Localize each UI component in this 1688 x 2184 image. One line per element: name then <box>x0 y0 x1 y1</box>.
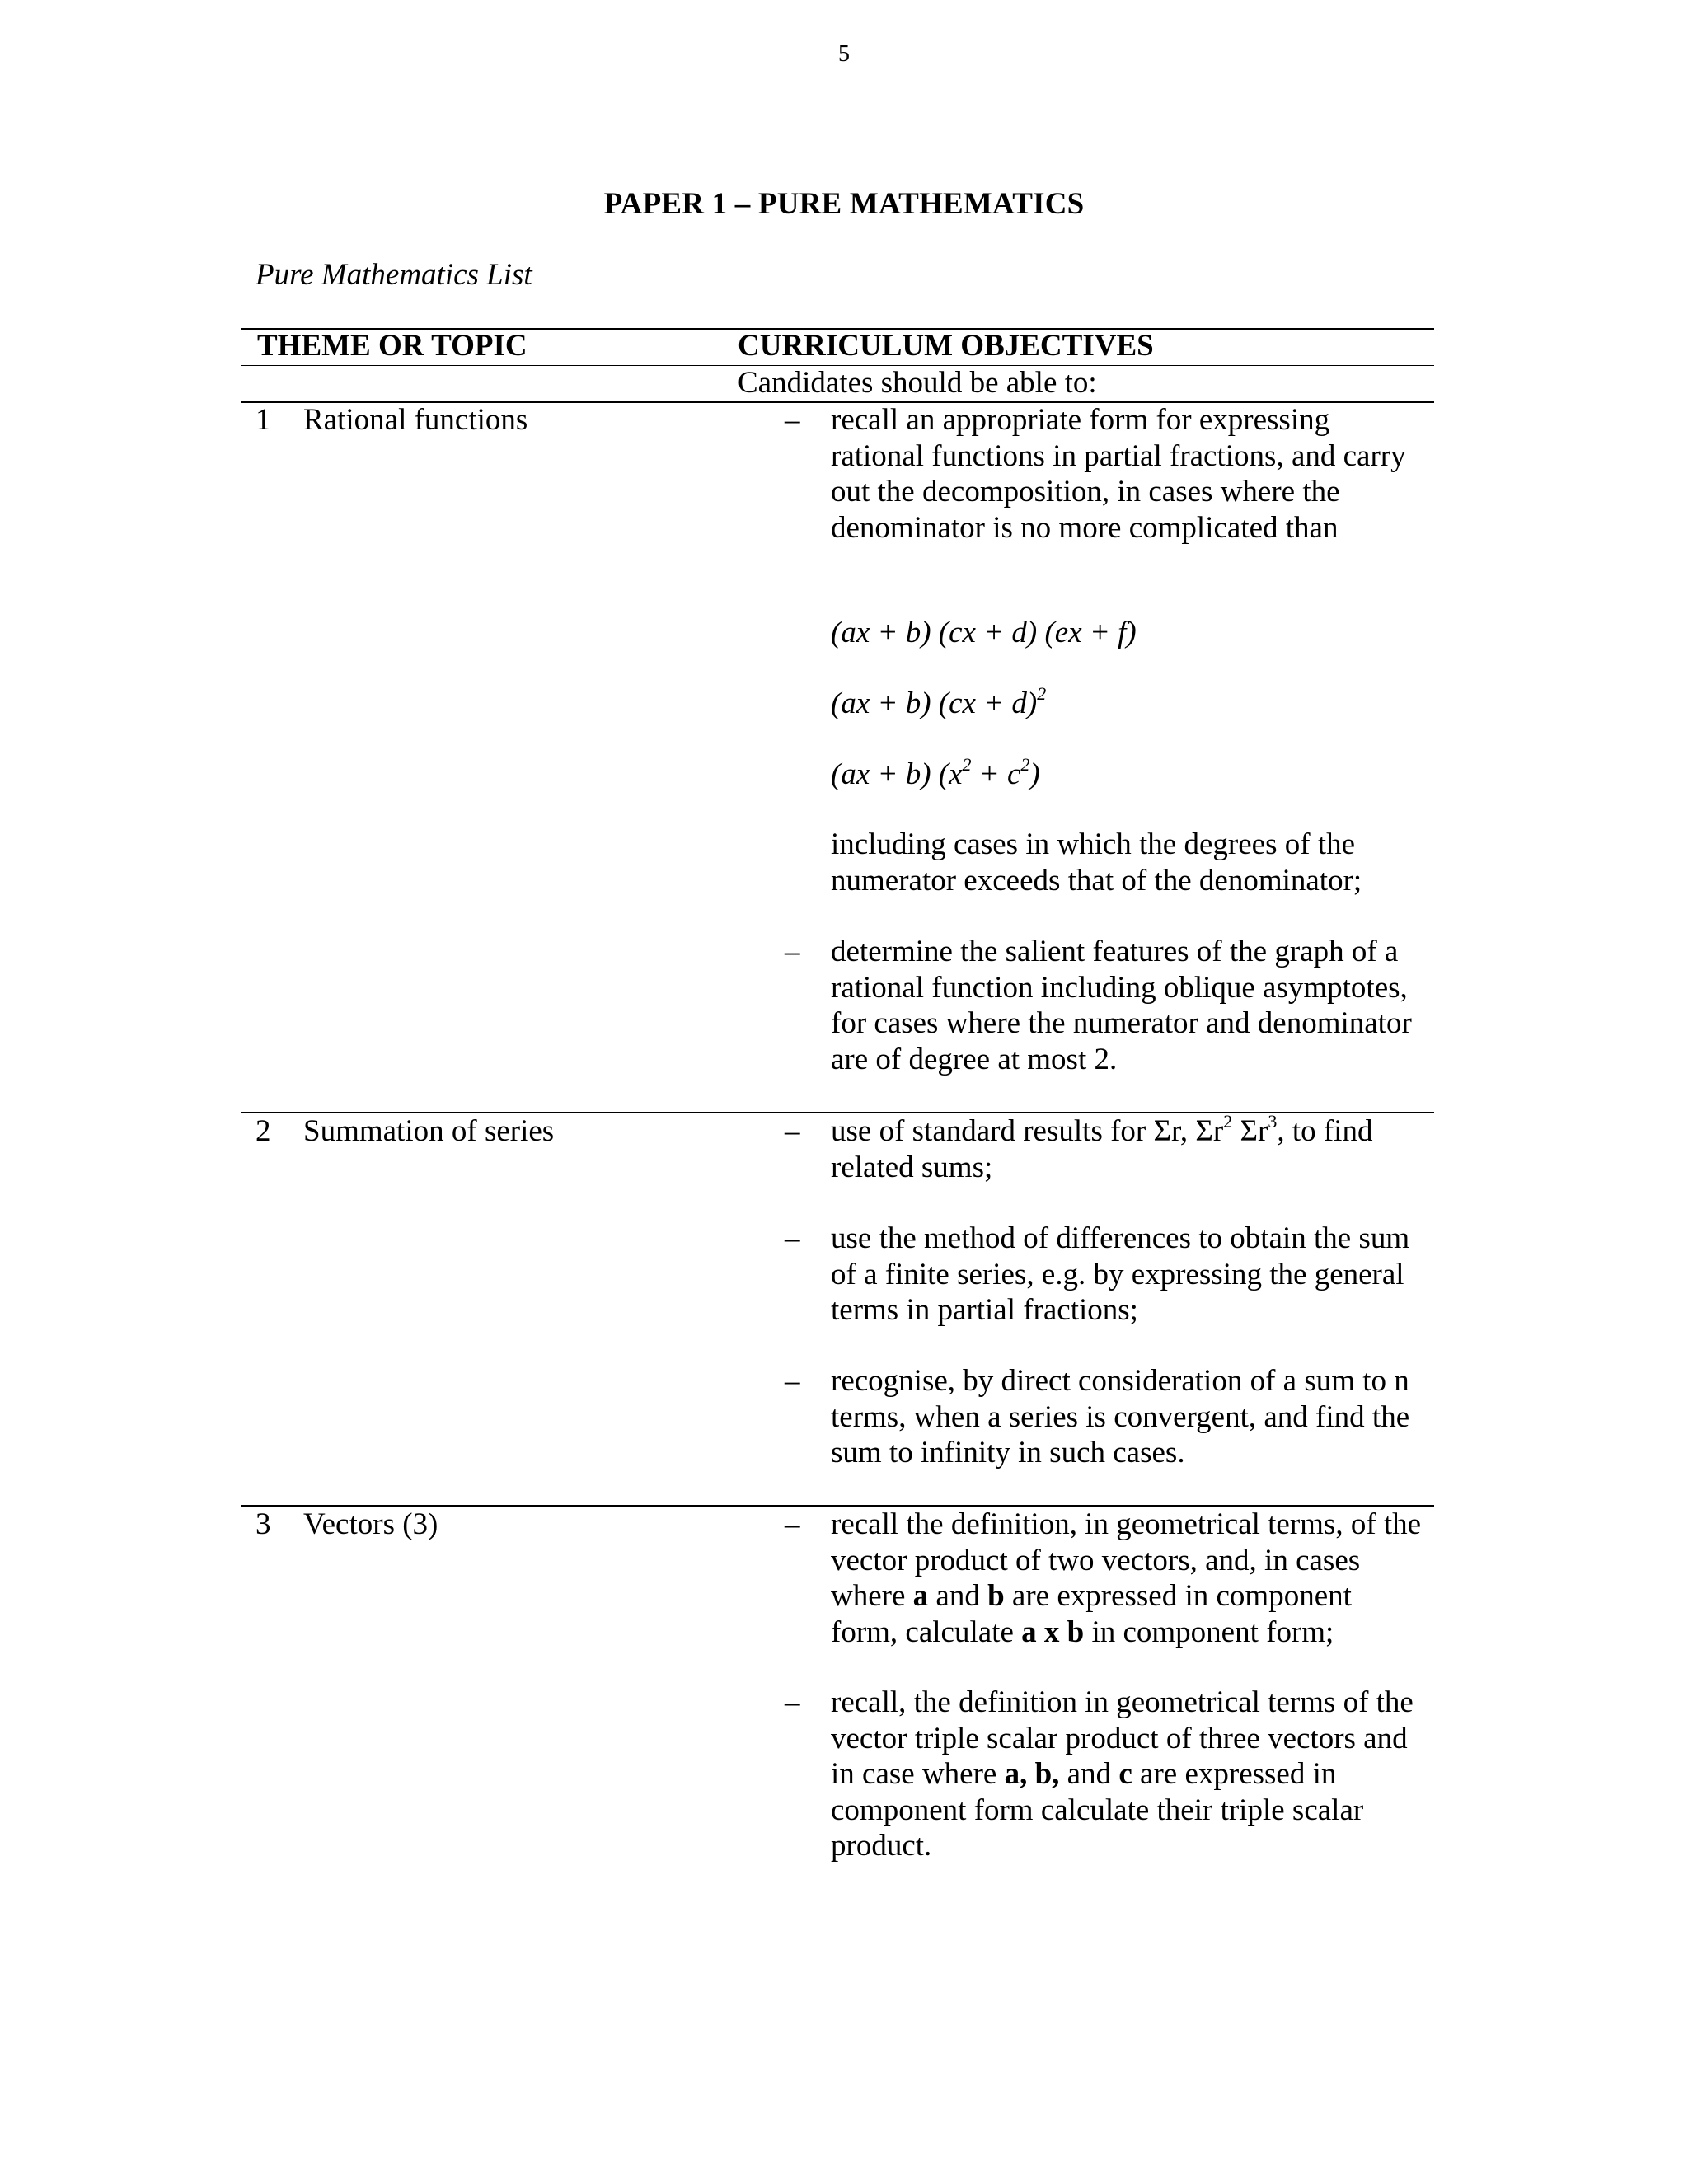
page-number: 5 <box>838 41 850 67</box>
text-span: in component form; <box>1084 1615 1334 1649</box>
vector-symbol: a <box>912 1579 929 1613</box>
text-span: use of standard results for Σr, Σr <box>831 1114 1224 1148</box>
bullet-dash: – <box>785 1685 800 1719</box>
objective-text <box>831 1507 1424 1650</box>
row-topic: Rational functions <box>303 403 528 437</box>
vector-symbol: a, b, <box>1004 1757 1060 1791</box>
text-span: and <box>1059 1757 1119 1791</box>
formula-exponent: 2 <box>1037 683 1047 704</box>
header-theme-topic: THEME OR TOPIC <box>257 329 528 363</box>
paper-title: PAPER 1 – PURE MATHEMATICS <box>603 187 1085 221</box>
objective-text: recall an appropriate form for expressing rational functions in partial fractions, and carry out the decomposition, in cases where the denominator is no more complicated than <box>831 403 1406 545</box>
text-span: are expressed in component form, calculate <box>831 1579 1352 1649</box>
formula-text: + c <box>971 757 1021 791</box>
formula <box>831 683 1047 721</box>
bullet-dash: – <box>785 1364 800 1398</box>
formula-exponent: 2 <box>1020 754 1030 775</box>
exponent: 3 <box>1268 1111 1278 1132</box>
formula-exponent: 2 <box>962 754 972 775</box>
formula-text: (ax + b) (cx + d) (ex + f) <box>831 616 1137 649</box>
bullet-dash: – <box>785 1507 800 1541</box>
objective-text: including cases in which the degrees of the numerator exceeds that of the denominator; <box>831 827 1362 898</box>
bullet-dash: – <box>785 403 800 437</box>
exponent: 2 <box>1223 1111 1233 1132</box>
formula <box>831 615 1137 650</box>
text-span: , to find related sums; <box>831 1114 1373 1184</box>
vector-symbol: c <box>1118 1757 1132 1791</box>
formula <box>831 754 1040 792</box>
row-number: 3 <box>256 1507 271 1541</box>
header-curriculum-objectives: CURRICULUM OBJECTIVES <box>738 329 1154 363</box>
row-topic: Summation of series <box>303 1114 555 1148</box>
bullet-dash: – <box>785 1221 800 1255</box>
bullet-dash: – <box>785 1114 800 1148</box>
objective-text: determine the salient features of the graph of a rational function including oblique asymptotes, for cases where the numerator and denominator are of degree at most 2. <box>831 935 1412 1076</box>
text-span: recall, the definition in geometrical terms of the vector triple scalar product of three vectors and in case where <box>831 1685 1414 1791</box>
bullet-dash: – <box>785 935 800 968</box>
formula-text: ) <box>1029 757 1040 791</box>
row-number: 1 <box>256 403 271 437</box>
text-span: Σr <box>1232 1114 1268 1148</box>
objective-text <box>831 1685 1424 1864</box>
text-span: are expressed in component form calculate their triple scalar product. <box>831 1757 1364 1863</box>
objective-text: use the method of differences to obtain the sum of a finite series, e.g. by expressing the general terms in partial fractions; <box>831 1221 1410 1327</box>
header-candidates-note: Candidates should be able to: <box>738 366 1097 400</box>
objective-text <box>831 1113 1424 1185</box>
objective-text: recognise, by direct consideration of a sum to n terms, when a series is convergent, and find the sum to infinity in such cases. <box>831 1364 1410 1469</box>
list-title: Pure Mathematics List <box>256 258 532 292</box>
row-topic: Vectors (3) <box>303 1507 438 1541</box>
vector-symbol: a x b <box>1021 1615 1085 1649</box>
formula-text: (ax + b) (cx + d) <box>831 687 1038 720</box>
formula-text: (ax + b) (x <box>831 757 963 791</box>
text-span: recall the definition, in geometrical terms, of the vector product of two vectors, and, in cases where <box>831 1507 1422 1613</box>
text-span: and <box>928 1579 988 1613</box>
vector-symbol: b <box>987 1579 1005 1613</box>
row-number: 2 <box>256 1114 271 1148</box>
